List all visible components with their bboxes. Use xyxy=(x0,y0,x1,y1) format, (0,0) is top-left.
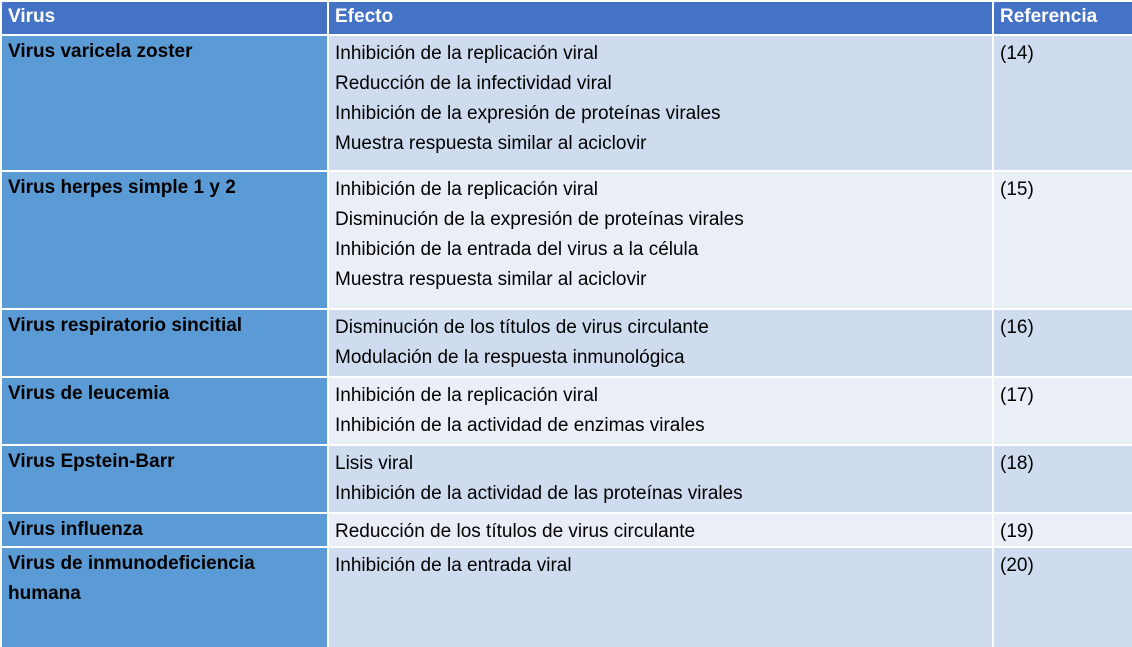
effect-line: Lisis viral xyxy=(335,453,414,474)
virus-cell: Virus de inmunodeficiencia humana xyxy=(2,548,327,647)
effect-cell xyxy=(329,548,992,647)
effect-line: Modulación de la respuesta inmunológica xyxy=(335,347,685,368)
header-virus: Virus xyxy=(2,2,327,34)
effect-line: Inhibición de la actividad de las proteínas virales xyxy=(335,483,743,504)
effect-line: Inhibición de la actividad de enzimas virales xyxy=(335,415,705,436)
effect-cell xyxy=(329,36,992,170)
effect-line: Disminución de los títulos de virus circulante xyxy=(335,317,709,338)
virus-effects-table xyxy=(2,2,1130,637)
virus-cell: Virus respiratorio sincitial xyxy=(2,310,327,376)
effect-line: Disminución de la expresión de proteínas virales xyxy=(335,209,744,230)
reference-cell: (17) xyxy=(994,378,1132,444)
virus-cell: Virus varicela zoster xyxy=(2,36,327,170)
effect-line: Inhibición de la replicación viral xyxy=(335,43,598,64)
reference-cell: (14) xyxy=(994,36,1132,170)
virus-cell: Virus de leucemia xyxy=(2,378,327,444)
header-efecto: Efecto xyxy=(329,2,992,34)
virus-cell: Virus influenza xyxy=(2,514,327,546)
virus-cell: Virus Epstein-Barr xyxy=(2,446,327,512)
effect-cell xyxy=(329,310,992,376)
reference-cell: (20) xyxy=(994,548,1132,647)
effect-cell xyxy=(329,378,992,444)
effect-line: Muestra respuesta similar al aciclovir xyxy=(335,133,647,154)
header-referencia: Referencia xyxy=(994,2,1132,34)
reference-cell: (16) xyxy=(994,310,1132,376)
effect-line: Inhibición de la expresión de proteínas virales xyxy=(335,103,721,124)
virus-cell: Virus herpes simple 1 y 2 xyxy=(2,172,327,308)
effect-line: Inhibición de la replicación viral xyxy=(335,385,598,406)
effect-line: Reducción de la infectividad viral xyxy=(335,73,612,94)
effect-line: Muestra respuesta similar al aciclovir xyxy=(335,269,647,290)
effect-line: Reducción de los títulos de virus circulante xyxy=(335,521,696,542)
effect-line: Inhibición de la entrada viral xyxy=(335,555,572,576)
effect-cell xyxy=(329,446,992,512)
effect-cell xyxy=(329,514,992,546)
reference-cell: (19) xyxy=(994,514,1132,546)
effect-line: Inhibición de la entrada del virus a la célula xyxy=(335,239,699,260)
effect-line: Inhibición de la replicación viral xyxy=(335,179,598,200)
reference-cell: (18) xyxy=(994,446,1132,512)
reference-cell: (15) xyxy=(994,172,1132,308)
effect-cell xyxy=(329,172,992,308)
